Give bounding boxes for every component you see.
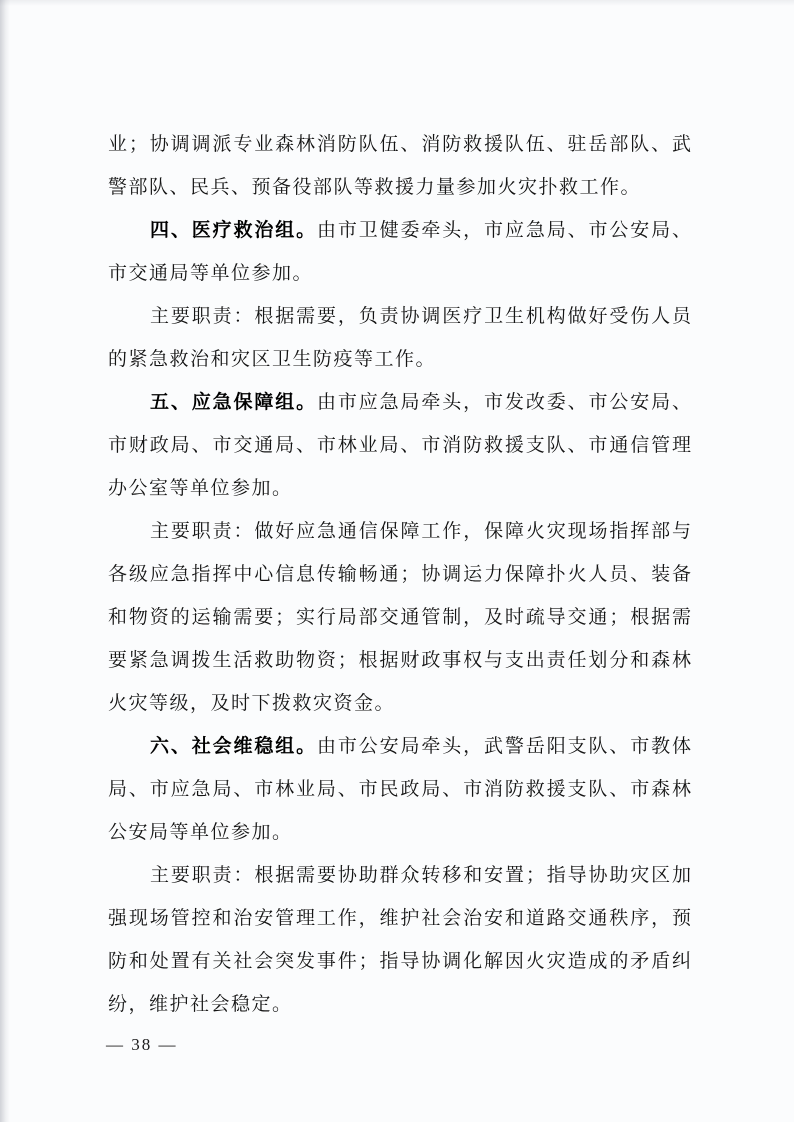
text-line: 市交通局等单位参加。 <box>108 263 314 284</box>
text-line: 主要职责：做好应急通信保障工作，保障火灾现场指挥部与 <box>150 521 691 542</box>
document-text <box>108 123 691 1026</box>
text-line: 主要职责：根据需要协助群众转移和安置；指导协助灾区加 <box>150 865 691 886</box>
page-number: — 38 — <box>106 1035 178 1054</box>
text-line: 强现场管控和治安管理工作，维护社会治安和道路交通秩序，预 <box>108 908 691 929</box>
section-heading: 四、医疗救治组。 <box>150 220 318 241</box>
text-line: 的紧急救治和灾区卫生防疫等工作。 <box>108 349 437 370</box>
text-line: 防和处置有关社会突发事件；指导协调化解因火灾造成的矛盾纠 <box>108 951 691 972</box>
text-line: 火灾等级，及时下拨救灾资金。 <box>108 693 396 714</box>
text-line: 各级应急指挥中心信息传输畅通；协调运力保障扑火人员、装备 <box>108 564 691 585</box>
text-line: 公安局等单位参加。 <box>108 822 293 843</box>
section-heading: 六、社会维稳组。 <box>150 736 318 757</box>
text-line: 六、社会维稳组。由市公安局牵头，武警岳阳支队、市教体 <box>150 736 691 757</box>
text-line: 纷，维护社会稳定。 <box>108 994 293 1015</box>
text-line: 四、医疗救治组。由市卫健委牵头，市应急局、市公安局、 <box>150 220 691 241</box>
text-line: 主要职责：根据需要，负责协调医疗卫生机构做好受伤人员 <box>150 306 691 327</box>
section-heading: 五、应急保障组。 <box>150 392 318 413</box>
text-line: 市财政局、市交通局、市林业局、市消防救援支队、市通信管理 <box>108 435 691 456</box>
text-line: 要紧急调拨生活救助物资；根据财政事权与支出责任划分和森林 <box>108 650 691 671</box>
text-line: 警部队、民兵、预备役部队等救援力量参加火灾扑救工作。 <box>108 177 642 198</box>
text-line: 办公室等单位参加。 <box>108 478 293 499</box>
text-line: 和物资的运输需要；实行局部交通管制，及时疏导交通；根据需 <box>108 607 691 628</box>
text-line: 五、应急保障组。由市应急局牵头，市发改委、市公安局、 <box>150 392 691 413</box>
text-line: 业；协调调派专业森林消防队伍、消防救援队伍、驻岳部队、武 <box>108 134 691 155</box>
text-line: 局、市应急局、市林业局、市民政局、市消防救援支队、市森林 <box>108 779 691 800</box>
